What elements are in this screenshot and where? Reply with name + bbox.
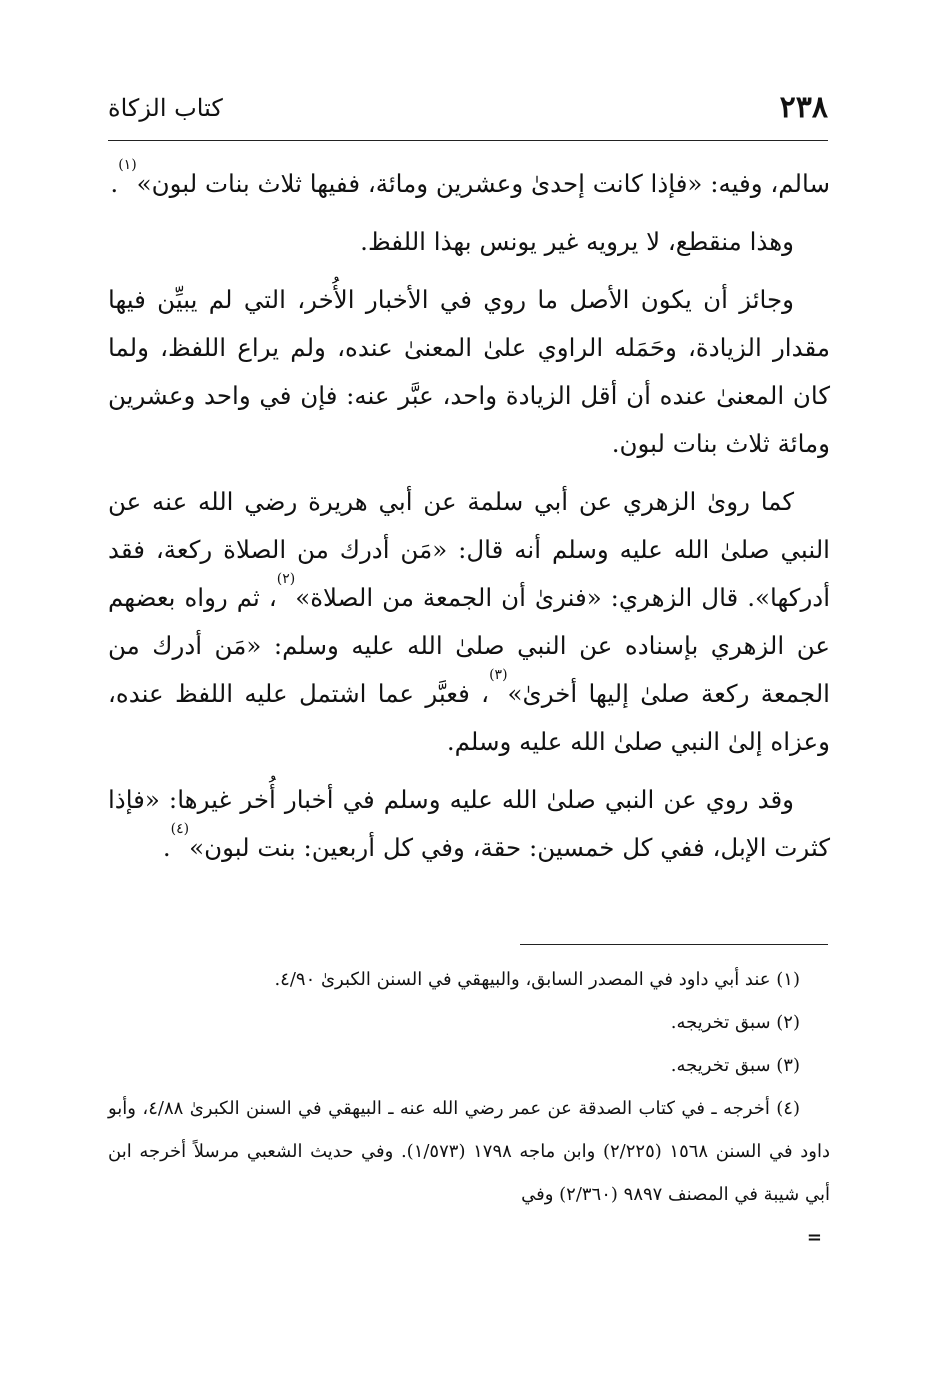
footnote: (٤) أخرجه ـ في كتاب الصدقة عن عمر رضي الله عنه ـ البيهقي في السنن الكبرىٰ ٤/٨٨، وأبو داود في السنن ١٥٦٨ (٢/٢٢٥) وابن ماجه ١٧٩٨ (١/٥٧٣). وفي حديث الشعبي مرسلاً أخرجه ابن أبي شيبة في المصنف ٩٨٩٧ (٢/٣٦٠) وفي bbox=[108, 1098, 830, 1205]
footnote-ref: (٤) bbox=[170, 821, 190, 837]
running-title: كتاب الزكاة bbox=[108, 94, 223, 122]
paragraph: وقد روي عن النبي صلىٰ الله عليه وسلم في أخبار أُخر غيرها: «فإذا كثرت الإبل، ففي كل خمسين: حقة، وفي كل أربعين: بنت لبون»$^{(٤)}$. bbox=[108, 785, 830, 862]
footnote-ref: (٢) bbox=[276, 571, 296, 587]
footnotes bbox=[108, 958, 830, 1259]
footnote-ref: (٣) bbox=[489, 667, 508, 683]
footnote-continuation-mark: = bbox=[806, 1227, 822, 1248]
paragraph: كما روىٰ الزهري عن أبي سلمة عن أبي هريرة رضي الله عنه عن النبي صلىٰ الله عليه وسلم أنه قال: «مَن أدرك من الصلاة ركعة، فقد أدركها». قال الزهري: «فنرىٰ أن الجمعة من الصلاة»$^{(٢)}$، ثم رواه بعضهم عن الزهري بإسناده عن النبي صلىٰ الله عليه وسلم: «مَن أدرك من الجمعة ركعة صلىٰ إليها أخرىٰ»$^{(٣)}$، فعبَّر عما اشتمل عليه اللفظ عنده، وعزاه إلىٰ النبي صلىٰ الله عليه وسلم. bbox=[108, 487, 830, 756]
main-text bbox=[108, 157, 830, 882]
footnote: (٢) سبق تخريجه. bbox=[670, 1012, 800, 1033]
header-divider bbox=[108, 140, 828, 141]
footnote-divider bbox=[520, 944, 828, 945]
footnote: (٣) سبق تخريجه. bbox=[670, 1055, 800, 1076]
paragraph: وجائز أن يكون الأصل ما روي في الأخبار الأُخر، التي لم يبيِّن فيها مقدار الزيادة، وحَمَله الراوي علىٰ المعنىٰ عنده، ولم يراع اللفظ، ولما كان المعنىٰ عنده أن أقل الزيادة واحد، عبَّر عنه: فإن في واحد وعشرين ومائة ثلاث بنات لبون. bbox=[108, 285, 830, 458]
footnote: (١) عند أبي داود في المصدر السابق، والبيهقي في السنن الكبرىٰ ٤/٩٠. bbox=[274, 969, 800, 990]
paragraph: سالم، وفيه: «فإذا كانت إحدىٰ وعشرين ومائة، ففيها ثلاث بنات لبون»$^{(١)}$. bbox=[110, 157, 830, 198]
page-number: ٢٣٨ bbox=[779, 90, 828, 125]
footnote-ref: (١) bbox=[118, 157, 137, 173]
paragraph: وهذا منقطع، لا يرويه غير يونس بهذا اللفظ. bbox=[360, 227, 794, 256]
page-header bbox=[108, 82, 828, 132]
